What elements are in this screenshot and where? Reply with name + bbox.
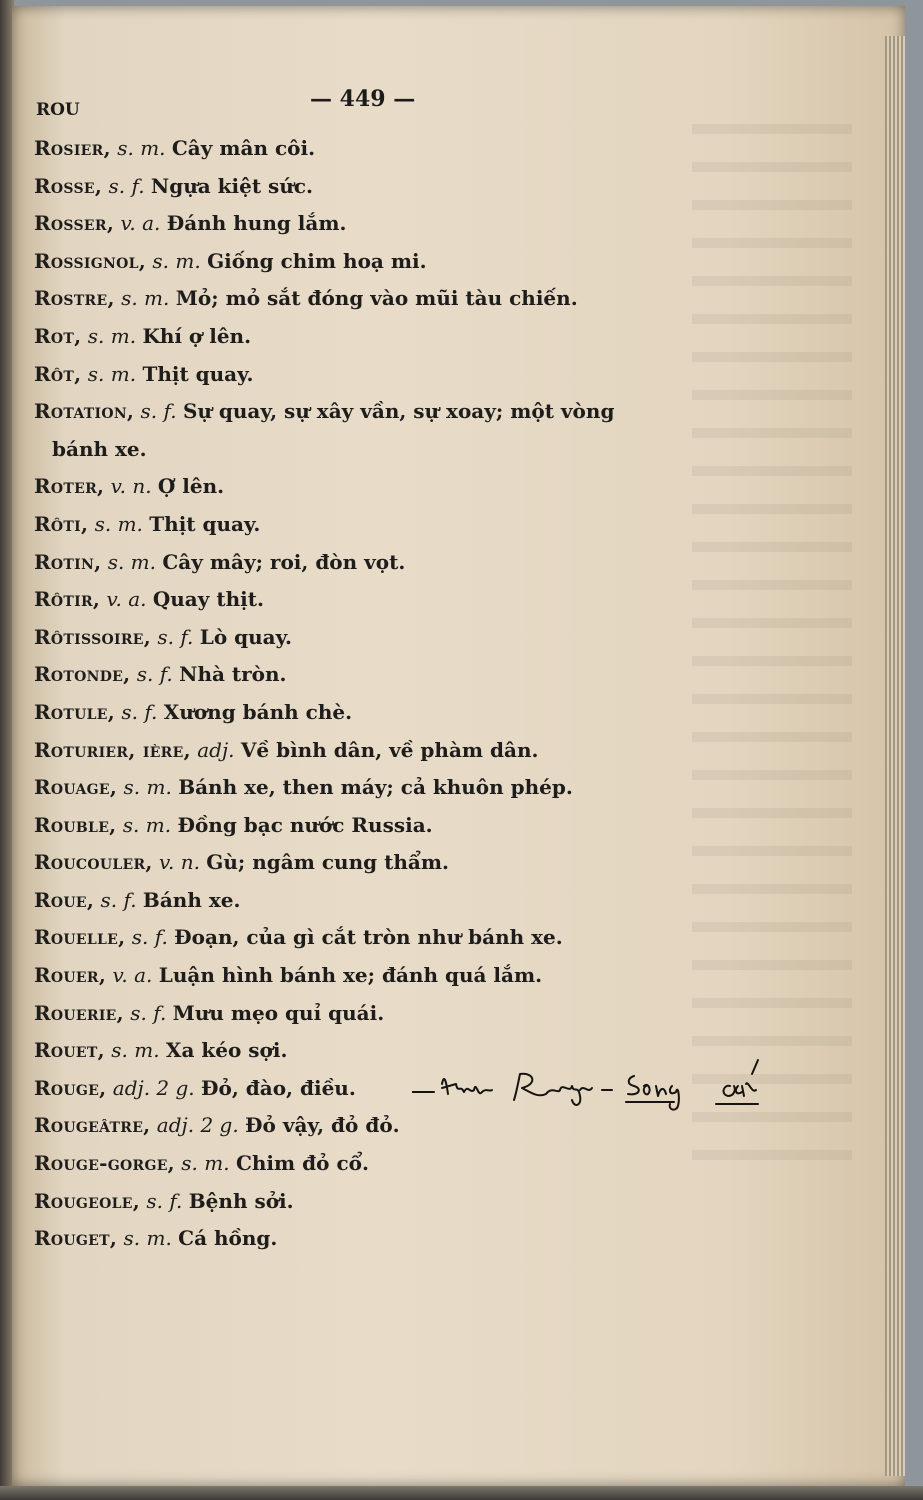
entry-headword: Rouge, [34, 1075, 107, 1100]
entry-grammar: s. f. [136, 662, 173, 687]
entry-headword: Rouge-gorge, [34, 1151, 175, 1176]
entry-definition: Bánh xe. [142, 887, 241, 912]
entry-definition: Khí ợ lên. [142, 323, 252, 348]
page-number: — 449 — [310, 86, 416, 112]
dictionary-entry [34, 431, 734, 469]
entry-headword: Rôtir, [34, 587, 101, 612]
dictionary-entry [34, 732, 734, 770]
entry-headword: Rot, [34, 323, 82, 348]
dictionary-entry [34, 356, 734, 394]
entry-headword: Roue, [34, 887, 95, 912]
dictionary-entry [34, 581, 734, 619]
entry-grammar: s. f. [108, 173, 145, 198]
entry-headword: Rotule, [34, 699, 116, 724]
running-head: ROU [36, 100, 80, 120]
entry-grammar: s. m. [107, 549, 157, 574]
entry-headword: Roucouler, [34, 850, 153, 875]
entry-definition: Quay thịt. [152, 587, 264, 612]
entry-headword: Rôtissoire, [34, 624, 152, 649]
entry-grammar: s. m. [87, 323, 137, 348]
entry-grammar: s. m. [121, 286, 170, 311]
entry-definition: Đoạn, của gì cắt tròn như bánh xe. [174, 925, 563, 950]
entry-grammar: s. f. [130, 1000, 167, 1025]
entry-definition: Luận hình bánh xe; đánh quá lắm. [158, 963, 543, 988]
entry-grammar: s. m. [87, 361, 137, 386]
entry-definition: Chim đỏ cổ. [235, 1151, 369, 1176]
entry-grammar: s. m. [94, 511, 143, 536]
entry-headword: Rosse, [34, 173, 103, 198]
dictionary-entry [34, 506, 734, 544]
entry-headword: Rôti, [34, 511, 89, 536]
entry-grammar: s. m. [123, 775, 172, 800]
entry-grammar: v. a. [106, 587, 147, 612]
entry-definition: Đỏ vậy, đỏ đỏ. [245, 1113, 400, 1138]
entry-grammar: s. f. [146, 1188, 183, 1213]
dictionary-entry [34, 168, 734, 206]
entry-grammar: adj. 2 g. [112, 1075, 195, 1100]
dictionary-entry [34, 1183, 734, 1221]
dictionary-entry [34, 1145, 734, 1183]
dictionary-entry [34, 393, 734, 431]
dictionary-entry [34, 130, 734, 168]
entry-headword: Rosser, [34, 211, 115, 236]
entry-definition: Đồng bạc nước Russia. [177, 812, 433, 837]
dictionary-entry [34, 544, 734, 582]
entry-definition: Cây mân côi. [171, 136, 316, 160]
entry-grammar: s. m. [111, 1038, 160, 1063]
entry-definition: Lò quay. [199, 624, 292, 649]
entry-headword: Roter, [34, 474, 105, 499]
entry-definition: Ợ lên. [157, 474, 225, 499]
entry-grammar: s. m. [123, 1226, 172, 1251]
dictionary-entry [34, 468, 734, 506]
entry-definition: Thịt quay. [142, 361, 254, 386]
entry-definition: Mưu mẹo quỉ quái. [172, 1000, 385, 1025]
entry-definition: Gù; ngâm cung thẩm. [206, 850, 449, 875]
entry-grammar: s. f. [121, 699, 158, 724]
entry-headword: Rouelle, [34, 925, 126, 950]
entry-grammar: s. m. [117, 136, 166, 160]
entry-headword: Rouet, [34, 1038, 105, 1063]
entry-headword: Roturier, ière, [34, 737, 191, 762]
entry-grammar: s. m. [122, 812, 172, 837]
dictionary-entry [34, 957, 734, 995]
dictionary-entry [34, 243, 734, 281]
entry-grammar: s. f. [100, 887, 137, 912]
entry-grammar: v. n. [110, 474, 152, 499]
entry-headword: Rouerie, [34, 1000, 124, 1025]
handwriting-signature-icon [412, 1054, 782, 1114]
entry-headword: Rostre, [34, 286, 115, 311]
entry-headword: Rôt, [34, 361, 82, 386]
dictionary-entry [34, 995, 734, 1033]
entry-grammar: v. n. [159, 850, 200, 875]
entry-grammar: v. a. [112, 963, 153, 988]
handwritten-annotation [412, 1054, 782, 1114]
entry-grammar: s. f. [157, 624, 194, 649]
entry-definition: Bánh xe, then máy; cả khuôn phép. [178, 775, 573, 800]
dictionary-entry [34, 656, 734, 694]
entry-definition: Cá hồng. [178, 1226, 278, 1251]
entry-headword: Rougeole, [34, 1188, 141, 1213]
entry-headword: Rouage, [34, 775, 118, 800]
entry-grammar: adj. [197, 737, 235, 762]
entry-definition: Ngựa kiệt sức. [150, 173, 313, 198]
dictionary-entry [34, 205, 734, 243]
dictionary-entry [34, 882, 734, 920]
entry-definition: Về bình dân, về phàm dân. [240, 737, 539, 762]
entry-definition: Thịt quay. [149, 511, 261, 536]
entry-definition: Bệnh sởi. [188, 1188, 294, 1213]
entry-definition: Xa kéo sợi. [165, 1038, 288, 1063]
entry-definition: Sự quay, sự xây vần, sự xoay; một vòng [182, 399, 615, 424]
entry-headword: Rouer, [34, 963, 107, 988]
entry-definition: Đỏ, đào, điều. [201, 1075, 356, 1100]
dictionary-entry [34, 807, 734, 845]
entry-headword: Rosier, [34, 136, 111, 160]
entry-definition: Nhà tròn. [179, 662, 287, 687]
entry-headword: Rotin, [34, 549, 102, 574]
dictionary-entry [34, 694, 734, 732]
dictionary-entry [34, 318, 734, 356]
entry-grammar: s. m. [181, 1151, 230, 1176]
entry-headword: Rossignol, [34, 248, 147, 273]
entry-headword: Rouble, [34, 812, 117, 837]
entry-grammar: adj. 2 g. [156, 1113, 239, 1138]
entry-definition: Cây mây; roi, đòn vọt. [162, 549, 406, 574]
entry-definition: Xương bánh chè. [163, 699, 353, 724]
dictionary-entry [34, 280, 734, 318]
entry-headword: Rotation, [34, 399, 135, 424]
dictionary-entry [34, 1220, 734, 1258]
entry-definition: bánh xe. [52, 436, 147, 461]
entry-grammar: s. f. [140, 399, 177, 424]
entry-definition: Mỏ; mỏ sắt đóng vào mũi tàu chiến. [175, 286, 578, 311]
entry-headword: Rotonde, [34, 662, 131, 687]
entry-headword: Rougeâtre, [34, 1113, 151, 1138]
entry-definition: Đánh hung lắm. [166, 211, 347, 236]
dictionary-entry [34, 769, 734, 807]
entry-definition: Giống chim hoạ mi. [207, 248, 427, 273]
entry-grammar: s. f. [131, 925, 168, 950]
dictionary-entry [34, 919, 734, 957]
page-bottom-shadow [0, 1486, 923, 1500]
dictionary-entry [34, 619, 734, 657]
dictionary-entry [34, 844, 734, 882]
entry-headword: Rouget, [34, 1226, 118, 1251]
entry-grammar: v. a. [120, 211, 161, 236]
entry-grammar: s. m. [152, 248, 201, 273]
